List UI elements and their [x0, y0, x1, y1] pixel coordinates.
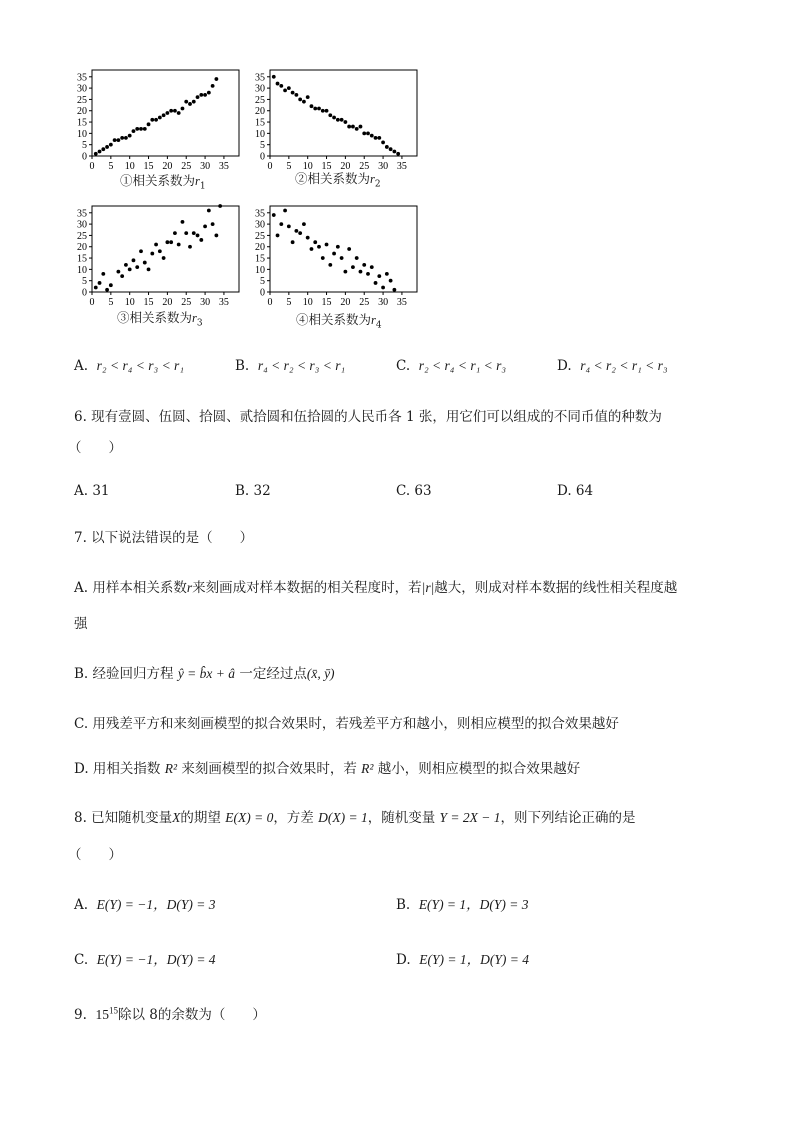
- x-tick-label: 15: [321, 161, 332, 172]
- scatter-point: [188, 102, 192, 106]
- x-tick-label: 5: [286, 297, 292, 308]
- scatter-point: [105, 145, 109, 149]
- scatter-point: [283, 88, 287, 92]
- q6-option-c: C. 63: [396, 483, 432, 499]
- caption-text: ①相关系数为: [120, 173, 196, 188]
- y-tick-label: 20: [255, 242, 265, 254]
- y-tick-label: 10: [255, 264, 265, 276]
- x-tick-label: 30: [200, 297, 211, 308]
- y-tick-label: 25: [77, 230, 87, 242]
- scatter-point: [306, 236, 310, 240]
- y-tick-label: 30: [77, 83, 87, 95]
- scatter-point: [199, 93, 203, 97]
- x-tick-label: 30: [378, 297, 389, 308]
- text: 来刻画成对样本数据的相关程度时，若: [192, 580, 422, 596]
- caption-sub: 1: [199, 181, 206, 192]
- q7-option-c: C. 用残差平方和来刻画模型的拟合效果时，若残差平方和越小，则相应模型的拟合效果越好: [74, 716, 619, 732]
- plot-frame: [270, 70, 417, 156]
- q7-stem: 7. 以下说法错误的是（ ）: [74, 530, 254, 546]
- abs-r: |r|: [421, 580, 435, 595]
- scatter-point: [203, 93, 207, 97]
- scatter-point: [154, 243, 158, 247]
- q5-option-a: [74, 358, 184, 374]
- q7-option-b: [74, 662, 335, 682]
- scatter-point: [147, 122, 151, 126]
- scatter-point: [135, 265, 139, 269]
- scatter-point: [94, 286, 98, 290]
- y-tick-label: 5: [82, 276, 87, 288]
- x-tick-label: 25: [359, 297, 370, 308]
- scatter-point: [120, 136, 124, 140]
- scatter-point: [325, 109, 329, 113]
- x-tick-label: 5: [286, 161, 292, 172]
- y-tick-label: 0: [260, 287, 265, 299]
- x-tick-label: 10: [124, 297, 135, 308]
- scatter-point: [177, 243, 181, 247]
- scatter-point: [306, 95, 310, 99]
- text: 一定经过点: [239, 666, 307, 682]
- scatter-point: [370, 134, 374, 138]
- regression-eq: ŷ = b̂x + â: [177, 666, 236, 681]
- scatter-point: [192, 231, 196, 235]
- scatter-point: [343, 270, 347, 274]
- text: D. 用相关指数: [74, 761, 161, 777]
- scatter-point: [355, 127, 359, 131]
- caption-text: ②相关系数为: [295, 171, 371, 186]
- scatter-point: [184, 100, 188, 104]
- power-exponent: 15: [108, 1005, 118, 1016]
- q8-paren: （ ）: [68, 847, 122, 863]
- x-tick-label: 15: [143, 297, 154, 308]
- y-tick-label: 10: [77, 128, 87, 140]
- option-label: D.: [557, 358, 572, 374]
- x-tick-label: 20: [340, 297, 351, 308]
- q8-option-a: [74, 893, 215, 913]
- y-tick-label: 10: [77, 264, 87, 276]
- y-tick-label: 25: [255, 94, 265, 106]
- y-tick-label: 5: [260, 140, 265, 152]
- caption-sub: 3: [196, 318, 203, 329]
- scatter-point: [181, 220, 185, 224]
- scatter-point: [374, 136, 378, 140]
- text: 除以 8的余数为（ ）: [117, 1007, 266, 1023]
- scatter-point: [377, 274, 381, 278]
- scatter-point: [359, 270, 363, 274]
- scatter-point: [173, 231, 177, 235]
- x-tick-label: 0: [89, 161, 95, 172]
- option-label: B.: [396, 897, 411, 913]
- caption-sub: 2: [374, 179, 381, 190]
- scatter-point: [135, 127, 139, 131]
- option-label: A.: [74, 358, 89, 374]
- scatter-point: [169, 240, 173, 244]
- option-expr: r₄ < r₂ < r₃ < r₁: [257, 358, 346, 373]
- chart-4-caption: [296, 310, 382, 331]
- caption-text: ③相关系数为: [117, 310, 193, 325]
- x-tick-label: 0: [267, 297, 273, 308]
- y-tick-label: 35: [255, 72, 265, 84]
- scatter-point: [196, 95, 200, 99]
- q6-stem: 6. 现有壹圆、伍圆、拾圆、贰拾圆和伍拾圆的人民币各 1 张，用它们可以组成的不同币值的种数为: [74, 409, 662, 425]
- q5-option-d: [557, 358, 668, 374]
- y-tick-label: 25: [77, 94, 87, 106]
- scatter-point: [362, 263, 366, 267]
- scatter-point: [374, 281, 378, 285]
- y-tick-label: 5: [260, 276, 265, 288]
- x-tick-label: 25: [181, 297, 192, 308]
- chart-4: [240, 198, 425, 323]
- scatter-point: [370, 265, 374, 269]
- scatter-point: [272, 75, 276, 79]
- plot-frame: [270, 206, 417, 292]
- scatter-point: [139, 127, 143, 131]
- x-tick-label: 15: [143, 161, 154, 172]
- scatter-point: [332, 116, 336, 120]
- y-tick-label: 15: [255, 253, 265, 265]
- scatter-point: [132, 258, 136, 262]
- scatter-point: [362, 131, 366, 135]
- x-tick-label: 0: [89, 297, 95, 308]
- text: 来刻画模型的拟合效果时，若: [181, 761, 357, 777]
- x-tick-label: 15: [321, 297, 332, 308]
- scatter-point: [218, 204, 222, 208]
- chart-1-caption: [120, 171, 206, 192]
- q6-option-d: D. 64: [557, 483, 594, 499]
- scatter-point: [128, 267, 132, 271]
- scatter-point: [98, 281, 102, 285]
- y-tick-label: 25: [255, 230, 265, 242]
- text: 越大，则成对样本数据的线性相关程度越: [434, 580, 678, 596]
- q5-option-c: [396, 358, 506, 374]
- scatter-point: [158, 249, 162, 253]
- y-tick-label: 15: [255, 117, 265, 129]
- scatter-point: [101, 147, 105, 151]
- scatter-point: [124, 263, 128, 267]
- scatter-point: [351, 125, 355, 129]
- text: ，随机变量: [367, 810, 436, 826]
- scatter-point: [287, 224, 291, 228]
- y-tick-label: 35: [77, 208, 87, 220]
- caption-sub: 4: [375, 320, 382, 331]
- y-tick-label: 35: [77, 72, 87, 84]
- caption-var: r: [370, 172, 375, 186]
- scatter-point: [214, 234, 218, 238]
- scatter-point: [325, 243, 329, 247]
- question-number: 9.: [74, 1007, 87, 1023]
- scatter-point: [150, 118, 154, 122]
- scatter-point: [120, 274, 124, 278]
- option-label: C.: [74, 952, 89, 968]
- scatter-point: [321, 256, 325, 260]
- text: ，则下列结论正确的是: [500, 810, 636, 826]
- scatter-point: [181, 107, 185, 111]
- x-tick-label: 5: [108, 161, 114, 172]
- scatter-point: [211, 84, 215, 88]
- option-expr: E(Y) = 1，D(Y) = 3: [418, 897, 529, 912]
- scatter-point: [377, 136, 381, 140]
- scatter-point: [128, 134, 132, 138]
- q8-option-d: [396, 948, 529, 968]
- y-tick-label: 30: [77, 219, 87, 231]
- option-expr: r₂ < r₄ < r₃ < r₁: [96, 358, 185, 373]
- scatter-point: [310, 247, 314, 251]
- scatter-point: [287, 86, 291, 90]
- x-tick-label: 35: [218, 297, 229, 308]
- scatter-point: [317, 245, 321, 249]
- scatter-point: [272, 213, 276, 217]
- scatter-point: [343, 120, 347, 124]
- text: ，方差: [273, 810, 314, 826]
- scatter-point: [188, 245, 192, 249]
- y-tick-label: 10: [255, 128, 265, 140]
- scatter-point: [207, 209, 211, 213]
- caption-text: ④相关系数为: [296, 312, 372, 327]
- scatter-point: [207, 91, 211, 95]
- scatter-point: [199, 238, 203, 242]
- scatter-point: [294, 93, 298, 97]
- scatter-point: [116, 138, 120, 142]
- scatter-point: [143, 261, 147, 265]
- chart-3-caption: [117, 308, 203, 329]
- scatter-point: [381, 286, 385, 290]
- option-label: B.: [235, 358, 250, 374]
- y-tick-label: 5: [82, 140, 87, 152]
- scatter-point: [165, 240, 169, 244]
- q6-paren: （ ）: [68, 440, 122, 456]
- var-r: r: [186, 580, 193, 595]
- q8-stem: [74, 806, 636, 826]
- y-tick-label: 20: [77, 106, 87, 118]
- scatter-point: [291, 91, 295, 95]
- scatter-point: [211, 222, 215, 226]
- q5-option-b: [235, 358, 345, 374]
- scatter-point: [389, 279, 393, 283]
- scatter-point: [385, 145, 389, 149]
- expectation: E(X) = 0: [225, 810, 274, 825]
- option-expr: E(Y) = −1，D(Y) = 3: [96, 897, 216, 912]
- scatter-point: [381, 141, 385, 145]
- q6-option-a: A. 31: [74, 483, 110, 499]
- scatter-point: [321, 109, 325, 113]
- scatter-point: [336, 245, 340, 249]
- scatter-point: [279, 222, 283, 226]
- caption-var: r: [192, 311, 197, 325]
- scatter-point: [169, 109, 173, 113]
- scatter-point: [139, 249, 143, 253]
- q6-option-b: B. 32: [235, 483, 271, 499]
- scatter-point: [355, 256, 359, 260]
- x-tick-label: 25: [359, 161, 370, 172]
- scatter-point: [351, 265, 355, 269]
- scatter-point: [154, 118, 158, 122]
- x-tick-label: 20: [162, 297, 173, 308]
- scatter-point: [328, 113, 332, 117]
- scatter-point: [317, 107, 321, 111]
- q7-option-a: [74, 576, 677, 596]
- x-tick-label: 35: [218, 161, 229, 172]
- x-tick-label: 5: [108, 297, 114, 308]
- caption-var: r: [371, 313, 376, 327]
- scatter-point: [385, 272, 389, 276]
- chart-3: [62, 198, 247, 323]
- y-tick-label: 35: [255, 208, 265, 220]
- scatter-point: [214, 77, 218, 81]
- scatter-point: [116, 270, 120, 274]
- scatter-point: [302, 222, 306, 226]
- scatter-point: [192, 100, 196, 104]
- scatter-point: [94, 152, 98, 156]
- chart-1: [62, 62, 247, 187]
- scatter-point: [98, 150, 102, 154]
- q7-option-d: [74, 757, 580, 777]
- x-tick-label: 20: [340, 161, 351, 172]
- scatter-point: [162, 113, 166, 117]
- scatter-point: [310, 104, 314, 108]
- scatter-point: [109, 283, 113, 287]
- y-tick-label: 15: [77, 117, 87, 129]
- scatter-point: [340, 118, 344, 122]
- scatter-point: [347, 125, 351, 129]
- text: 8. 已知随机变量: [74, 810, 173, 826]
- y-definition: Y = 2X − 1: [439, 810, 501, 825]
- scatter-point: [328, 263, 332, 267]
- scatter-point: [101, 272, 105, 276]
- scatter-point: [147, 267, 151, 271]
- text: A. 用样本相关系数: [74, 580, 187, 596]
- scatter-point: [124, 136, 128, 140]
- power-base: 15: [95, 1007, 109, 1022]
- x-tick-label: 20: [162, 161, 173, 172]
- scatter-point: [392, 288, 396, 292]
- chart-2-caption: [295, 169, 381, 190]
- x-tick-label: 30: [378, 161, 389, 172]
- scatter-point: [276, 234, 280, 238]
- scatter-point: [336, 118, 340, 122]
- y-tick-label: 0: [82, 287, 87, 299]
- x-tick-label: 0: [267, 161, 273, 172]
- variance: D(X) = 1: [318, 810, 368, 825]
- scatter-point: [291, 240, 295, 244]
- scatter-point: [109, 143, 113, 147]
- scatter-point: [105, 288, 109, 292]
- x-tick-label: 25: [181, 161, 192, 172]
- scatter-point: [143, 127, 147, 131]
- y-tick-label: 15: [77, 253, 87, 265]
- option-expr: E(Y) = 1，D(Y) = 4: [419, 952, 529, 967]
- scatter-point: [158, 116, 162, 120]
- scatter-point: [302, 100, 306, 104]
- scatter-point: [298, 231, 302, 235]
- scatter-point: [173, 109, 177, 113]
- x-tick-label: 35: [396, 161, 407, 172]
- scatter-point: [294, 229, 298, 233]
- scatter-point: [196, 234, 200, 238]
- scatter-point: [150, 252, 154, 256]
- scatter-point: [203, 224, 207, 228]
- var-r2: R²: [361, 761, 374, 776]
- var-r2: R²: [164, 761, 178, 776]
- x-tick-label: 10: [124, 161, 135, 172]
- y-tick-label: 30: [255, 83, 265, 95]
- q7-option-a-line2: 强: [74, 616, 88, 632]
- scatter-point: [283, 209, 287, 213]
- scatter-point: [389, 147, 393, 151]
- scatter-point: [347, 247, 351, 251]
- scatter-point: [340, 256, 344, 260]
- y-tick-label: 20: [255, 106, 265, 118]
- text: 越小，则相应模型的拟合效果越好: [377, 761, 581, 777]
- y-tick-label: 0: [260, 151, 265, 163]
- scatter-point: [366, 131, 370, 135]
- scatter-point: [313, 240, 317, 244]
- scatter-point: [177, 111, 181, 115]
- scatter-point: [132, 129, 136, 133]
- text: B. 经验回归方程: [74, 666, 174, 682]
- q9-stem: [74, 1003, 266, 1023]
- q8-option-c: [74, 948, 216, 968]
- option-expr: r₂ < r₄ < r₁ < r₃: [418, 358, 507, 373]
- option-label: A.: [74, 897, 89, 913]
- x-tick-label: 10: [302, 161, 313, 172]
- option-label: C.: [396, 358, 411, 374]
- caption-var: r: [195, 174, 200, 188]
- plot-frame: [92, 206, 239, 292]
- x-tick-label: 35: [396, 297, 407, 308]
- scatter-point: [313, 107, 317, 111]
- y-tick-label: 30: [255, 219, 265, 231]
- option-expr: E(Y) = −1，D(Y) = 4: [96, 952, 216, 967]
- q8-option-b: [396, 893, 529, 913]
- scatter-point: [392, 150, 396, 154]
- scatter-point: [162, 256, 166, 260]
- option-expr: r₄ < r₂ < r₁ < r₃: [580, 358, 668, 373]
- scatter-point: [276, 82, 280, 86]
- scatter-point: [332, 252, 336, 256]
- x-tick-label: 30: [200, 161, 211, 172]
- scatter-point: [359, 125, 363, 129]
- scatter-point: [165, 111, 169, 115]
- mean-point: (x̄, ȳ): [306, 666, 335, 681]
- y-tick-label: 20: [77, 242, 87, 254]
- scatter-point: [184, 231, 188, 235]
- scatter-point: [113, 138, 117, 142]
- y-tick-label: 0: [82, 151, 87, 163]
- scatter-point: [396, 152, 400, 156]
- var-x: X: [172, 810, 181, 825]
- option-label: D.: [396, 952, 411, 968]
- scatter-point: [366, 272, 370, 276]
- x-tick-label: 10: [302, 297, 313, 308]
- scatter-point: [298, 98, 302, 102]
- text: 的期望: [180, 810, 221, 826]
- scatter-point: [279, 84, 283, 88]
